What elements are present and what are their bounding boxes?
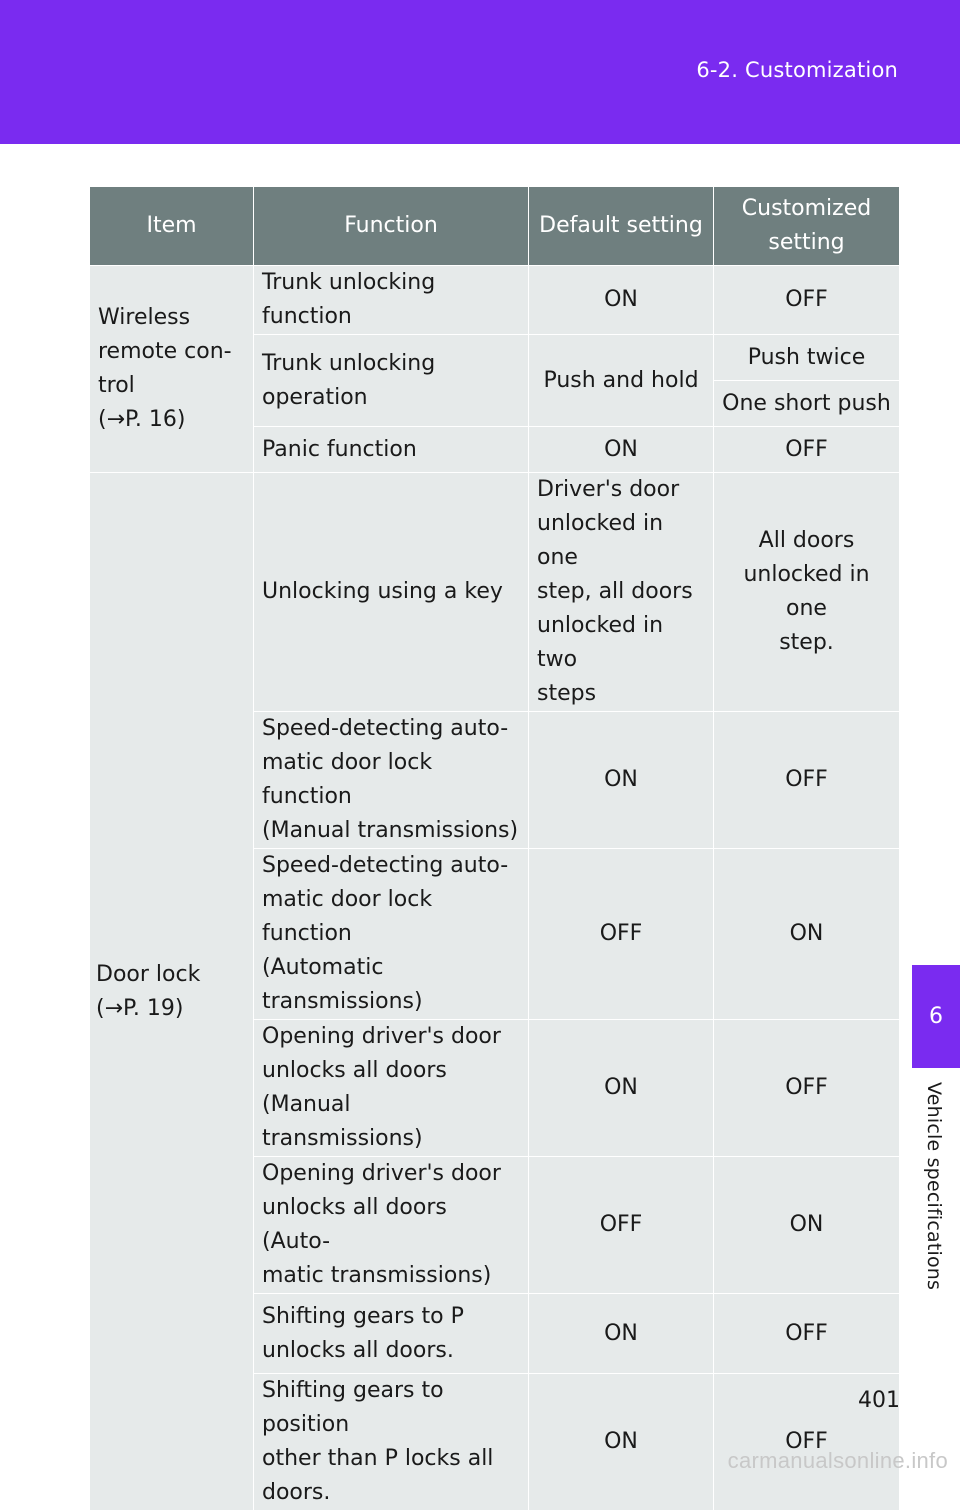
item-wireless-line1: Wireless bbox=[98, 305, 191, 330]
custom-cell: ON bbox=[714, 849, 900, 1020]
custom-cell: Push twice bbox=[714, 335, 900, 381]
function-cell bbox=[254, 712, 529, 849]
default-cell: ON bbox=[529, 266, 714, 335]
default-cell: ON bbox=[529, 1294, 714, 1374]
table-row bbox=[90, 473, 900, 712]
default-cell: OFF bbox=[529, 1157, 714, 1294]
function-line: unlocks all doors (Manual bbox=[262, 1058, 447, 1117]
function-cell bbox=[254, 849, 529, 1020]
custom-cell: One short push bbox=[714, 381, 900, 427]
function-line: (Automatic transmissions) bbox=[262, 955, 423, 1014]
function-line: Opening driver's door bbox=[262, 1161, 501, 1186]
default-line: step, all doors bbox=[537, 579, 693, 604]
default-line: unlocked in one bbox=[537, 511, 664, 570]
custom-cell: OFF bbox=[714, 1374, 900, 1511]
item-doorlock-line1: Door lock bbox=[96, 961, 201, 987]
function-line: matic door lock function bbox=[262, 750, 433, 809]
function-cell bbox=[254, 1374, 529, 1511]
function-line: transmissions) bbox=[262, 1126, 423, 1151]
default-line: unlocked in two bbox=[537, 613, 664, 672]
col-header-default: Default setting bbox=[529, 187, 714, 266]
customization-table bbox=[89, 186, 900, 1511]
function-cell bbox=[254, 1294, 529, 1374]
default-cell: Push and hold bbox=[529, 335, 714, 427]
function-cell: Trunk unlocking function bbox=[254, 266, 529, 335]
function-line: doors. bbox=[262, 1480, 331, 1505]
default-cell: ON bbox=[529, 1020, 714, 1157]
item-wireless-ref: (→P. 16) bbox=[98, 407, 186, 432]
function-cell: Panic function bbox=[254, 427, 529, 473]
function-line: Speed-detecting auto- bbox=[262, 716, 509, 741]
function-line: unlocks all doors (Auto- bbox=[262, 1195, 447, 1254]
table-row bbox=[90, 266, 900, 335]
col-header-customized bbox=[714, 187, 900, 266]
function-line: Opening driver's door bbox=[262, 1024, 501, 1049]
custom-cell: OFF bbox=[714, 1020, 900, 1157]
custom-line: step. bbox=[779, 630, 834, 655]
custom-cell: OFF bbox=[714, 266, 900, 335]
function-cell bbox=[254, 1020, 529, 1157]
col-header-function: Function bbox=[254, 187, 529, 266]
table-header-row bbox=[90, 187, 900, 266]
function-line: Speed-detecting auto- bbox=[262, 853, 509, 878]
item-wireless bbox=[90, 266, 254, 473]
function-line: matic door lock function bbox=[262, 887, 433, 946]
default-line: Driver's door bbox=[537, 477, 680, 502]
function-line: unlocks all doors. bbox=[262, 1337, 454, 1363]
function-line: matic transmissions) bbox=[262, 1263, 492, 1288]
default-line: steps bbox=[537, 681, 597, 706]
custom-line: All doors bbox=[758, 528, 855, 553]
item-doorlock bbox=[90, 473, 254, 1511]
chapter-tab: 6 bbox=[912, 965, 960, 1068]
custom-cell bbox=[714, 473, 900, 712]
function-line: (Manual transmissions) bbox=[262, 818, 519, 843]
default-cell bbox=[529, 473, 714, 712]
item-wireless-line3: trol bbox=[98, 373, 135, 398]
function-cell bbox=[254, 1157, 529, 1294]
custom-line: unlocked in one bbox=[743, 562, 870, 621]
custom-cell: OFF bbox=[714, 427, 900, 473]
item-wireless-line2: remote con- bbox=[98, 339, 232, 364]
default-cell: ON bbox=[529, 712, 714, 849]
function-line: Shifting gears to P bbox=[262, 1303, 464, 1329]
function-cell: Unlocking using a key bbox=[254, 473, 529, 712]
function-line: other than P locks all bbox=[262, 1446, 494, 1471]
function-line: Shifting gears to position bbox=[262, 1378, 444, 1437]
item-doorlock-ref: (→P. 19) bbox=[96, 995, 184, 1021]
page-number: 401 bbox=[858, 1388, 900, 1413]
custom-cell: OFF bbox=[714, 1294, 900, 1374]
custom-cell: ON bbox=[714, 1157, 900, 1294]
custom-cell: OFF bbox=[714, 712, 900, 849]
col-header-customized-line2: setting bbox=[768, 230, 845, 255]
col-header-item: Item bbox=[90, 187, 254, 266]
function-cell: Trunk unlocking operation bbox=[254, 335, 529, 427]
chapter-label: Vehicle specifications bbox=[923, 1082, 945, 1291]
default-cell: ON bbox=[529, 1374, 714, 1511]
default-cell: ON bbox=[529, 427, 714, 473]
default-cell: OFF bbox=[529, 849, 714, 1020]
watermark: carmanualsonline.info bbox=[727, 1448, 948, 1473]
col-header-customized-line1: Customized bbox=[741, 196, 872, 221]
section-title: 6-2. Customization bbox=[696, 58, 898, 82]
